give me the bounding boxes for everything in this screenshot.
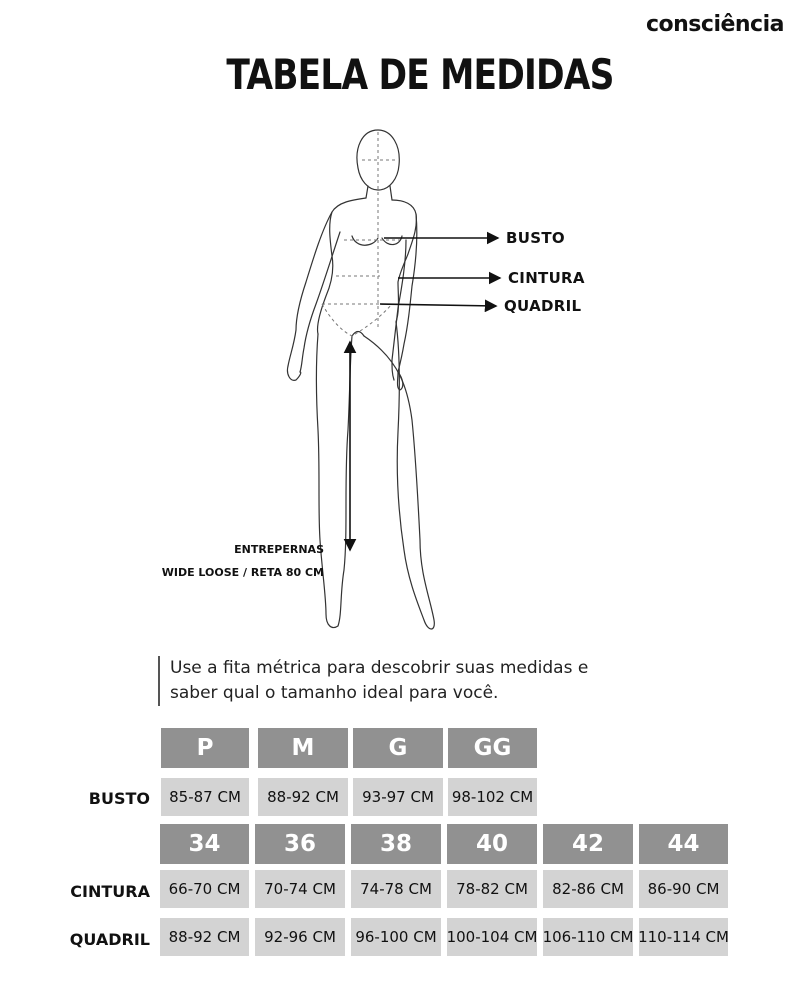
cintura-value-34: 66-70 CM bbox=[160, 870, 249, 908]
cintura-value-42: 82-86 CM bbox=[543, 870, 633, 908]
row-label-quadril: QUADRIL bbox=[69, 930, 150, 949]
size-header-38: 38 bbox=[351, 824, 441, 864]
row-label-busto: BUSTO bbox=[88, 789, 150, 808]
label-entrepernas-detail: WIDE LOOSE / RETA 80 CM bbox=[161, 566, 324, 579]
size-header-34: 34 bbox=[160, 824, 249, 864]
cintura-value-38: 74-78 CM bbox=[351, 870, 441, 908]
cintura-value-36: 70-74 CM bbox=[255, 870, 345, 908]
size-header-42: 42 bbox=[543, 824, 633, 864]
quadril-value-44: 110-114 CM bbox=[639, 918, 728, 956]
quadril-value-36: 92-96 CM bbox=[255, 918, 345, 956]
busto-value-gg: 98-102 CM bbox=[448, 778, 537, 816]
label-entrepernas: ENTREPERNAS bbox=[234, 543, 324, 556]
label-quadril: QUADRIL bbox=[504, 297, 582, 315]
quadril-value-38: 96-100 CM bbox=[351, 918, 441, 956]
size-header-p: P bbox=[161, 728, 249, 768]
size-header-44: 44 bbox=[639, 824, 728, 864]
instruction-line-2: saber qual o tamanho ideal para você. bbox=[170, 683, 499, 703]
size-header-gg: GG bbox=[448, 728, 537, 768]
busto-value-g: 93-97 CM bbox=[353, 778, 443, 816]
row-label-cintura: CINTURA bbox=[70, 882, 150, 901]
page-title: TABELA DE MEDIDAS bbox=[226, 50, 614, 99]
measurement-instruction bbox=[158, 656, 630, 706]
busto-value-p: 85-87 CM bbox=[161, 778, 249, 816]
label-cintura: CINTURA bbox=[508, 269, 585, 287]
quadril-value-40: 100-104 CM bbox=[447, 918, 537, 956]
size-header-36: 36 bbox=[255, 824, 345, 864]
busto-value-m: 88-92 CM bbox=[258, 778, 348, 816]
cintura-value-44: 86-90 CM bbox=[639, 870, 728, 908]
quadril-value-34: 88-92 CM bbox=[160, 918, 249, 956]
instruction-line-1: Use a fita métrica para descobrir suas medidas e bbox=[170, 658, 589, 678]
brand-logo: consciência bbox=[645, 12, 784, 37]
label-busto: BUSTO bbox=[506, 229, 565, 247]
size-header-40: 40 bbox=[447, 824, 537, 864]
cintura-value-40: 78-82 CM bbox=[447, 870, 537, 908]
quadril-value-42: 106-110 CM bbox=[543, 918, 633, 956]
size-header-m: M bbox=[258, 728, 348, 768]
size-header-g: G bbox=[353, 728, 443, 768]
